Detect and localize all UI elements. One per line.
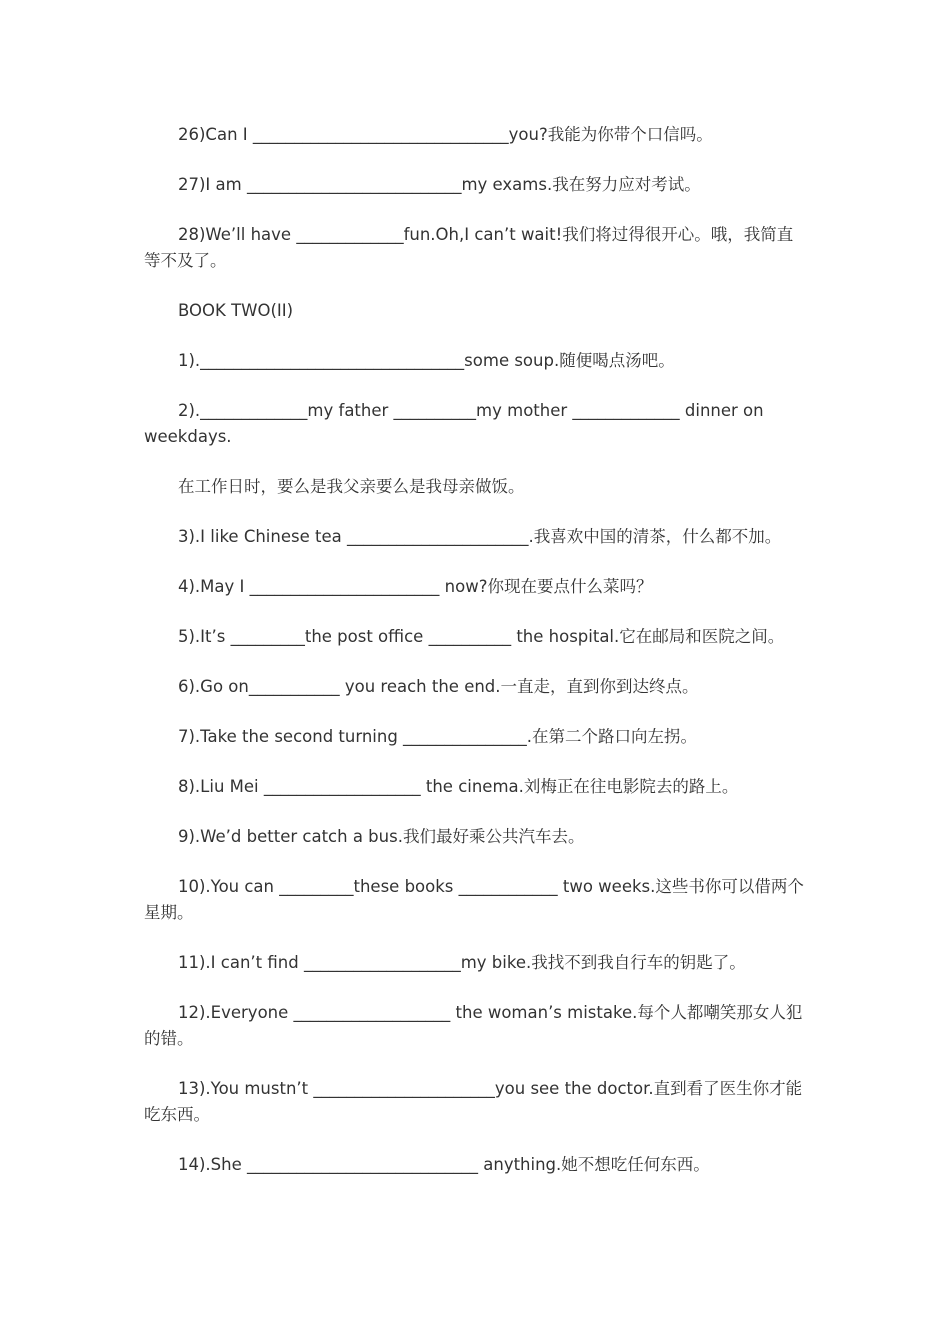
exercise-27: 27)I am __________________________my exams.我在努力应对考试。	[178, 175, 701, 194]
exercise-2: 2)._____________my father __________my mother _____________ dinner on weekdays.	[144, 401, 764, 446]
exercise-2-translation: 在工作日时，要么是我父亲要么是我母亲做饭。	[178, 477, 525, 496]
exercise-7: 7).Take the second turning _______________.在第二个路口向左拐。	[178, 727, 698, 746]
exercise-11: 11).I can’t find ___________________my bike.我找不到我自行车的钥匙了。	[178, 953, 746, 972]
exercise-14: 14).She ____________________________ anything.她不想吃任何东西。	[178, 1155, 710, 1174]
exercise-5: 5).It’s _________the post office __________ the hospital.它在邮局和医院之间。	[178, 627, 785, 646]
section-heading: BOOK TWO(II)	[178, 301, 294, 320]
exercise-26: 26)Can I _______________________________you?我能为你带个口信吗。	[178, 125, 713, 144]
exercise-10: 10).You can _________these books ____________ two weeks.这些书你可以借两个星期。	[144, 877, 804, 922]
exercise-6: 6).Go on___________ you reach the end.一直走，直到你到达终点。	[178, 677, 699, 696]
exercise-12: 12).Everyone ___________________ the woman’s mistake.每个人都嘲笑那女人犯的错。	[144, 1003, 803, 1048]
exercise-8: 8).Liu Mei ___________________ the cinema.刘梅正在往电影院去的路上。	[178, 777, 739, 796]
document-page	[144, 122, 808, 1202]
exercise-9: 9).We’d better catch a bus.我们最好乘公共汽车去。	[178, 827, 585, 846]
exercise-1: 1).________________________________some soup.随便喝点汤吧。	[178, 351, 675, 370]
exercise-3: 3).I like Chinese tea ______________________.我喜欢中国的清茶，什么都不加。	[178, 527, 782, 546]
exercise-13: 13).You mustn’t ______________________you see the doctor.直到看了医生你才能吃东西。	[144, 1079, 803, 1124]
exercise-28: 28)We’ll have _____________fun.Oh,I can’t wait!我们将过得很开心。哦，我简直等不及了。	[144, 225, 794, 270]
exercise-4: 4).May I _______________________ now?你现在要点什么菜吗？	[178, 577, 653, 596]
